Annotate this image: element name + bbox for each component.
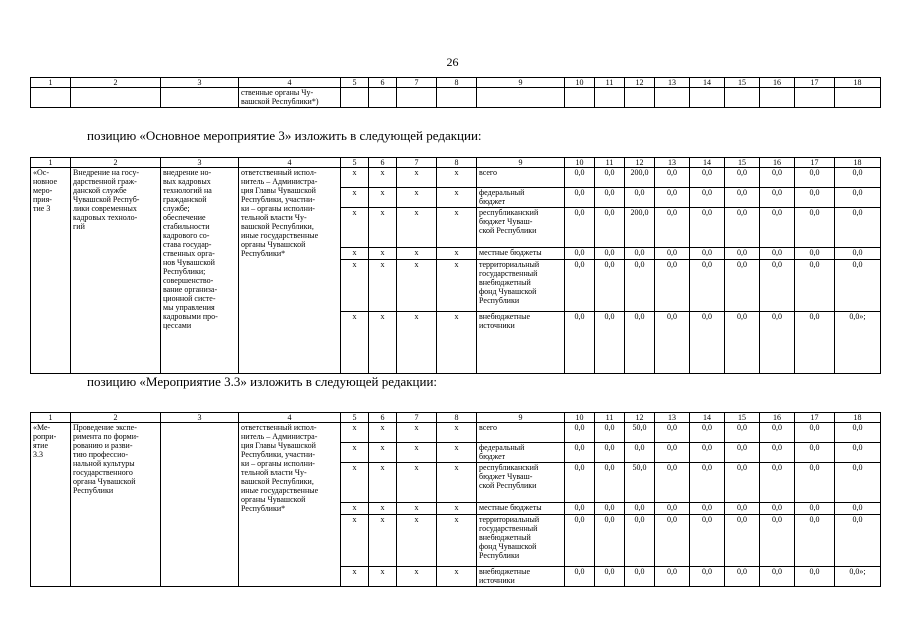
funding-value: 0,0 bbox=[795, 463, 835, 503]
funding-value: 0,0 bbox=[595, 312, 625, 374]
funding-value: 0,0 bbox=[725, 168, 760, 188]
cell-col4: ственные органы Чу- вашской Республики*) bbox=[239, 88, 341, 108]
column-number-row bbox=[31, 78, 881, 88]
funding-value: 0,0 bbox=[625, 443, 655, 463]
column-number-12: 12 bbox=[625, 413, 655, 423]
budget-code-c8: x bbox=[437, 423, 477, 443]
event-code: «Ме- ропри- ятие 3.3 bbox=[31, 423, 71, 587]
funding-value: 0,0 bbox=[760, 423, 795, 443]
funding-value: 0,0 bbox=[795, 515, 835, 567]
funding-value: 0,0 bbox=[760, 188, 795, 208]
funding-value: 0,0 bbox=[835, 503, 881, 515]
column-number-13: 13 bbox=[655, 78, 690, 88]
funding-source: местные бюджеты bbox=[477, 503, 565, 515]
funding-source: федеральный бюджет bbox=[477, 188, 565, 208]
funding-value: 50,0 bbox=[625, 423, 655, 443]
column-number-5: 5 bbox=[341, 78, 369, 88]
column-number-6: 6 bbox=[369, 413, 397, 423]
funding-value: 50,0 bbox=[625, 463, 655, 503]
budget-code-c5: x bbox=[341, 312, 369, 374]
funding-value: 0,0 bbox=[595, 567, 625, 587]
funding-value: 0,0 bbox=[690, 423, 725, 443]
event-code: «Ос- новное меро- прия- тие 3 bbox=[31, 168, 71, 374]
funding-source: всего bbox=[477, 168, 565, 188]
budget-code-c7: x bbox=[397, 567, 437, 587]
column-number-7: 7 bbox=[397, 78, 437, 88]
budget-code-c8: x bbox=[437, 248, 477, 260]
budget-code-c7: x bbox=[397, 463, 437, 503]
funding-value: 0,0 bbox=[625, 312, 655, 374]
funding-value: 0,0 bbox=[835, 168, 881, 188]
budget-code-c6: x bbox=[369, 188, 397, 208]
column-number-2: 2 bbox=[71, 78, 161, 88]
cell-col9 bbox=[477, 88, 565, 108]
event-name: Внедрение на госу- дарственной граж- данской службе Чувашской Респуб- лики современных кадровых техноло- гий bbox=[71, 168, 161, 374]
column-number-16: 16 bbox=[760, 158, 795, 168]
funding-value: 0,0 bbox=[655, 168, 690, 188]
budget-code-c8: x bbox=[437, 208, 477, 248]
column-number-8: 8 bbox=[437, 413, 477, 423]
column-number-3: 3 bbox=[161, 413, 239, 423]
funding-value: 0,0 bbox=[760, 208, 795, 248]
funding-value: 0,0 bbox=[760, 503, 795, 515]
funding-value: 0,0 bbox=[725, 515, 760, 567]
cell-col3 bbox=[161, 88, 239, 108]
funding-value: 0,0 bbox=[595, 248, 625, 260]
funding-value: 0,0 bbox=[655, 208, 690, 248]
budget-code-c5: x bbox=[341, 188, 369, 208]
funding-source: внебюджетные источники bbox=[477, 312, 565, 374]
funding-value: 0,0 bbox=[565, 208, 595, 248]
funding-value: 0,0 bbox=[595, 260, 625, 312]
budget-code-c7: x bbox=[397, 515, 437, 567]
column-number-1: 1 bbox=[31, 413, 71, 423]
funding-value: 0,0 bbox=[655, 248, 690, 260]
column-number-15: 15 bbox=[725, 413, 760, 423]
funding-value: 0,0 bbox=[690, 188, 725, 208]
budget-code-c6: x bbox=[369, 312, 397, 374]
funding-row bbox=[31, 423, 881, 443]
column-number-17: 17 bbox=[795, 78, 835, 88]
cell-col17 bbox=[795, 88, 835, 108]
funding-value: 0,0 bbox=[835, 248, 881, 260]
column-number-9: 9 bbox=[477, 158, 565, 168]
funding-value: 0,0 bbox=[565, 463, 595, 503]
budget-code-c8: x bbox=[437, 312, 477, 374]
funding-value: 0,0 bbox=[625, 567, 655, 587]
column-number-16: 16 bbox=[760, 78, 795, 88]
funding-value: 0,0 bbox=[565, 168, 595, 188]
funding-value: 0,0 bbox=[625, 260, 655, 312]
event-3-3-table bbox=[30, 412, 881, 587]
budget-code-c6: x bbox=[369, 423, 397, 443]
budget-code-c7: x bbox=[397, 260, 437, 312]
column-number-5: 5 bbox=[341, 413, 369, 423]
funding-source: республиканский бюджет Чуваш- ской Республики bbox=[477, 208, 565, 248]
column-number-15: 15 bbox=[725, 158, 760, 168]
cell-col18 bbox=[835, 88, 881, 108]
budget-code-c5: x bbox=[341, 515, 369, 567]
expected-result bbox=[161, 423, 239, 587]
funding-value: 0,0 bbox=[835, 188, 881, 208]
funding-value: 200,0 bbox=[625, 168, 655, 188]
responsible-executor: ответственный испол- нитель – Администра- ция Главы Чувашской Республики, участни- ки – органы исполни- тельной власти Чу- вашской Республики, иные государственные органы Чувашской Республики* bbox=[239, 168, 341, 374]
funding-value: 0,0 bbox=[625, 248, 655, 260]
funding-row bbox=[31, 168, 881, 188]
column-number-4: 4 bbox=[239, 413, 341, 423]
funding-value: 0,0 bbox=[595, 168, 625, 188]
cell-col10 bbox=[565, 88, 595, 108]
event-name: Проведение экспе- римента по форми- рованию и разви- тию профессио- нальной культуры государственного органа Чувашской Республики bbox=[71, 423, 161, 587]
funding-value: 0,0 bbox=[795, 503, 835, 515]
funding-value: 0,0 bbox=[795, 312, 835, 374]
funding-value: 0,0 bbox=[760, 248, 795, 260]
budget-code-c6: x bbox=[369, 463, 397, 503]
funding-value: 0,0»; bbox=[835, 567, 881, 587]
funding-value: 0,0 bbox=[565, 188, 595, 208]
column-number-1: 1 bbox=[31, 78, 71, 88]
budget-code-c7: x bbox=[397, 168, 437, 188]
funding-value: 0,0 bbox=[835, 515, 881, 567]
budget-code-c6: x bbox=[369, 503, 397, 515]
column-number-11: 11 bbox=[595, 158, 625, 168]
column-number-18: 18 bbox=[835, 78, 881, 88]
funding-value: 0,0 bbox=[655, 503, 690, 515]
funding-value: 0,0 bbox=[690, 515, 725, 567]
funding-value: 0,0 bbox=[595, 188, 625, 208]
funding-value: 0,0 bbox=[760, 260, 795, 312]
cell-col15 bbox=[725, 88, 760, 108]
budget-code-c6: x bbox=[369, 208, 397, 248]
column-number-18: 18 bbox=[835, 413, 881, 423]
budget-code-c6: x bbox=[369, 260, 397, 312]
main-event-3-table bbox=[30, 157, 881, 374]
funding-value: 0,0 bbox=[760, 312, 795, 374]
funding-value: 0,0 bbox=[565, 503, 595, 515]
funding-value: 0,0 bbox=[655, 260, 690, 312]
budget-code-c6: x bbox=[369, 515, 397, 567]
budget-code-c7: x bbox=[397, 443, 437, 463]
funding-value: 0,0 bbox=[565, 248, 595, 260]
funding-value: 0,0 bbox=[725, 248, 760, 260]
cell-col13 bbox=[655, 88, 690, 108]
funding-value: 0,0 bbox=[725, 463, 760, 503]
budget-code-c8: x bbox=[437, 463, 477, 503]
funding-source: местные бюджеты bbox=[477, 248, 565, 260]
column-number-16: 16 bbox=[760, 413, 795, 423]
funding-value: 0,0 bbox=[690, 503, 725, 515]
budget-code-c7: x bbox=[397, 208, 437, 248]
column-number-10: 10 bbox=[565, 413, 595, 423]
funding-value: 0,0 bbox=[595, 443, 625, 463]
budget-code-c7: x bbox=[397, 312, 437, 374]
funding-value: 0,0 bbox=[795, 208, 835, 248]
column-number-3: 3 bbox=[161, 78, 239, 88]
budget-code-c5: x bbox=[341, 503, 369, 515]
budget-code-c8: x bbox=[437, 260, 477, 312]
funding-value: 0,0 bbox=[795, 567, 835, 587]
budget-code-c8: x bbox=[437, 443, 477, 463]
funding-value: 0,0 bbox=[795, 168, 835, 188]
funding-value: 0,0 bbox=[690, 312, 725, 374]
column-number-2: 2 bbox=[71, 158, 161, 168]
column-number-1: 1 bbox=[31, 158, 71, 168]
column-number-row bbox=[31, 413, 881, 423]
funding-value: 0,0 bbox=[725, 443, 760, 463]
column-number-4: 4 bbox=[239, 158, 341, 168]
funding-value: 0,0 bbox=[795, 443, 835, 463]
column-number-8: 8 bbox=[437, 78, 477, 88]
cell-col12 bbox=[625, 88, 655, 108]
column-number-11: 11 bbox=[595, 78, 625, 88]
funding-value: 0,0 bbox=[795, 423, 835, 443]
budget-code-c7: x bbox=[397, 188, 437, 208]
budget-code-c8: x bbox=[437, 567, 477, 587]
funding-source: территориальный государственный внебюджетный фонд Чувашской Республики bbox=[477, 260, 565, 312]
budget-code-c8: x bbox=[437, 188, 477, 208]
column-number-12: 12 bbox=[625, 158, 655, 168]
funding-value: 0,0 bbox=[565, 260, 595, 312]
funding-value: 0,0 bbox=[760, 168, 795, 188]
funding-value: 0,0 bbox=[725, 208, 760, 248]
funding-value: 0,0 bbox=[690, 463, 725, 503]
funding-value: 0,0 bbox=[795, 248, 835, 260]
funding-value: 0,0 bbox=[725, 423, 760, 443]
funding-source: федеральный бюджет bbox=[477, 443, 565, 463]
funding-source: территориальный государственный внебюджетный фонд Чувашской Республики bbox=[477, 515, 565, 567]
budget-code-c6: x bbox=[369, 443, 397, 463]
cell-col7 bbox=[397, 88, 437, 108]
cell-col14 bbox=[690, 88, 725, 108]
funding-value: 0,0 bbox=[760, 463, 795, 503]
column-number-10: 10 bbox=[565, 158, 595, 168]
budget-code-c7: x bbox=[397, 503, 437, 515]
funding-value: 0,0 bbox=[690, 208, 725, 248]
funding-source: всего bbox=[477, 423, 565, 443]
cell-col8 bbox=[437, 88, 477, 108]
column-number-12: 12 bbox=[625, 78, 655, 88]
funding-value: 0,0 bbox=[625, 503, 655, 515]
funding-value: 0,0 bbox=[595, 515, 625, 567]
funding-value: 0,0 bbox=[595, 208, 625, 248]
responsible-executor: ответственный испол- нитель – Администра- ция Главы Чувашской Республики, участни- ки – органы исполни- тельной власти Чу- вашской Республики, иные государственные органы Чувашской Республики* bbox=[239, 423, 341, 587]
funding-value: 0,0 bbox=[725, 503, 760, 515]
budget-code-c5: x bbox=[341, 423, 369, 443]
budget-code-c6: x bbox=[369, 567, 397, 587]
funding-value: 0,0»; bbox=[835, 312, 881, 374]
funding-value: 0,0 bbox=[760, 443, 795, 463]
column-number-9: 9 bbox=[477, 78, 565, 88]
section-heading-main-event-3: позицию «Основное мероприятие 3» изложить в следующей редакции: bbox=[87, 128, 482, 143]
budget-code-c7: x bbox=[397, 423, 437, 443]
funding-value: 0,0 bbox=[690, 248, 725, 260]
column-number-14: 14 bbox=[690, 158, 725, 168]
funding-value: 0,0 bbox=[655, 188, 690, 208]
funding-value: 0,0 bbox=[595, 503, 625, 515]
column-number-7: 7 bbox=[397, 413, 437, 423]
funding-source: внебюджетные источники bbox=[477, 567, 565, 587]
budget-code-c8: x bbox=[437, 503, 477, 515]
funding-value: 0,0 bbox=[835, 208, 881, 248]
column-number-9: 9 bbox=[477, 413, 565, 423]
funding-value: 0,0 bbox=[835, 260, 881, 312]
funding-value: 0,0 bbox=[690, 443, 725, 463]
budget-code-c6: x bbox=[369, 168, 397, 188]
column-number-8: 8 bbox=[437, 158, 477, 168]
funding-value: 0,0 bbox=[725, 312, 760, 374]
funding-value: 0,0 bbox=[835, 443, 881, 463]
funding-value: 0,0 bbox=[835, 463, 881, 503]
column-number-18: 18 bbox=[835, 158, 881, 168]
funding-value: 0,0 bbox=[795, 188, 835, 208]
column-number-14: 14 bbox=[690, 413, 725, 423]
funding-value: 0,0 bbox=[655, 567, 690, 587]
cell-col1 bbox=[31, 88, 71, 108]
funding-value: 0,0 bbox=[725, 260, 760, 312]
budget-code-c8: x bbox=[437, 168, 477, 188]
funding-source: республиканский бюджет Чуваш- ской Республики bbox=[477, 463, 565, 503]
column-number-row bbox=[31, 158, 881, 168]
column-number-13: 13 bbox=[655, 413, 690, 423]
cell-col2 bbox=[71, 88, 161, 108]
funding-value: 0,0 bbox=[565, 443, 595, 463]
continuation-table bbox=[30, 77, 881, 108]
cell-col16 bbox=[760, 88, 795, 108]
column-number-14: 14 bbox=[690, 78, 725, 88]
budget-code-c6: x bbox=[369, 248, 397, 260]
budget-code-c5: x bbox=[341, 168, 369, 188]
budget-code-c8: x bbox=[437, 515, 477, 567]
budget-code-c5: x bbox=[341, 260, 369, 312]
column-number-17: 17 bbox=[795, 158, 835, 168]
funding-value: 0,0 bbox=[625, 188, 655, 208]
funding-value: 0,0 bbox=[795, 260, 835, 312]
budget-code-c5: x bbox=[341, 443, 369, 463]
funding-value: 0,0 bbox=[835, 423, 881, 443]
budget-code-c5: x bbox=[341, 248, 369, 260]
column-number-6: 6 bbox=[369, 158, 397, 168]
column-number-17: 17 bbox=[795, 413, 835, 423]
funding-value: 0,0 bbox=[565, 312, 595, 374]
funding-value: 0,0 bbox=[595, 463, 625, 503]
funding-value: 0,0 bbox=[595, 423, 625, 443]
cell-col11 bbox=[595, 88, 625, 108]
budget-code-c5: x bbox=[341, 463, 369, 503]
continuation-row bbox=[31, 88, 881, 108]
funding-value: 0,0 bbox=[655, 443, 690, 463]
column-number-11: 11 bbox=[595, 413, 625, 423]
column-number-7: 7 bbox=[397, 158, 437, 168]
expected-result: внедрение но- вых кадровых технологий на гражданской службе; обеспечение стабильности кадрового со- става государ- ственных орга- нов Чувашской Республики; совершенство- вание организа- ционной систе- мы управления кадровыми про- цессами bbox=[161, 168, 239, 374]
page-number: 26 bbox=[446, 55, 459, 69]
column-number-6: 6 bbox=[369, 78, 397, 88]
funding-value: 0,0 bbox=[655, 463, 690, 503]
funding-value: 0,0 bbox=[565, 423, 595, 443]
funding-value: 0,0 bbox=[565, 515, 595, 567]
funding-value: 0,0 bbox=[725, 188, 760, 208]
funding-value: 0,0 bbox=[760, 567, 795, 587]
budget-code-c5: x bbox=[341, 208, 369, 248]
funding-value: 0,0 bbox=[760, 515, 795, 567]
cell-col6 bbox=[369, 88, 397, 108]
funding-value: 0,0 bbox=[655, 423, 690, 443]
funding-value: 0,0 bbox=[655, 515, 690, 567]
column-number-4: 4 bbox=[239, 78, 341, 88]
column-number-2: 2 bbox=[71, 413, 161, 423]
cell-col5 bbox=[341, 88, 369, 108]
funding-value: 0,0 bbox=[655, 312, 690, 374]
funding-value: 0,0 bbox=[565, 567, 595, 587]
funding-value: 0,0 bbox=[690, 260, 725, 312]
section-heading-event-3-3: позицию «Мероприятие 3.3» изложить в следующей редакции: bbox=[87, 374, 438, 389]
funding-value: 0,0 bbox=[625, 515, 655, 567]
column-number-10: 10 bbox=[565, 78, 595, 88]
column-number-5: 5 bbox=[341, 158, 369, 168]
column-number-13: 13 bbox=[655, 158, 690, 168]
funding-value: 200,0 bbox=[625, 208, 655, 248]
funding-value: 0,0 bbox=[690, 168, 725, 188]
column-number-15: 15 bbox=[725, 78, 760, 88]
funding-value: 0,0 bbox=[690, 567, 725, 587]
budget-code-c5: x bbox=[341, 567, 369, 587]
funding-value: 0,0 bbox=[725, 567, 760, 587]
budget-code-c7: x bbox=[397, 248, 437, 260]
column-number-3: 3 bbox=[161, 158, 239, 168]
